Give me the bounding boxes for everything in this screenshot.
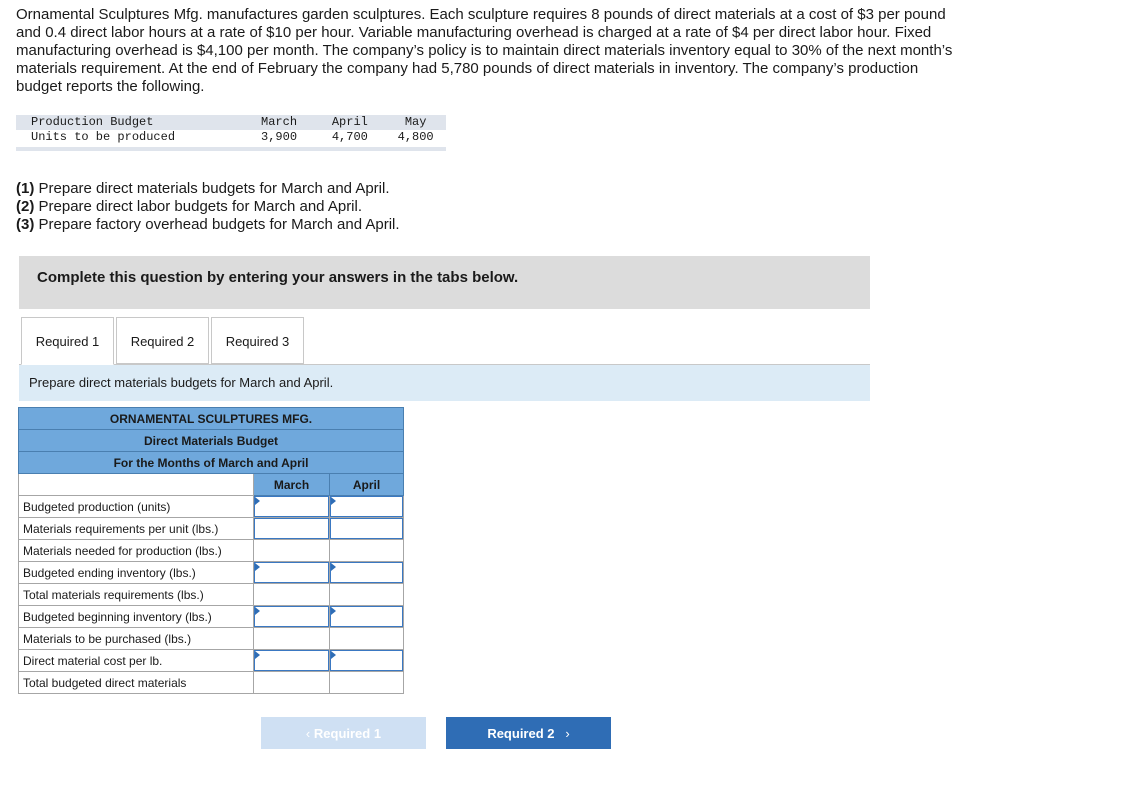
problem-statement: Ornamental Sculptures Mfg. manufactures garden sculptures. Each sculpture requires 8 pounds of direct materials at a cost of $3 per pound and 0.4 direct labor hours at a rate of $10 per hour. Variable manufacturing overhead is charged at a rate of $4 per direct labor hour. Fixed manufacturing overhead is $4,100 per month. The company’s policy is to maintain direct materials inventory equal to 30% of the next month’s materials requirement. At the end of February the company had 5,780 pounds of direct materials in inventory. The company’s production budget reports the following.: [16, 6, 953, 95]
row-label-materials-per-unit: Materials requirements per unit (lbs.): [19, 518, 254, 540]
requirement-2-text: Prepare direct labor budgets for March and April.: [38, 198, 363, 215]
row-label-materials-purchased: Materials to be purchased (lbs.): [19, 628, 254, 650]
requirement-2-number: (2): [16, 198, 35, 215]
input-marker-icon: [255, 563, 260, 571]
budget-row-materials-purchased: [19, 628, 404, 650]
row-label-total-direct-materials: Total budgeted direct materials: [19, 672, 254, 694]
total-direct-materials-april-cell: [330, 672, 404, 694]
next-button-label: Required 2: [487, 726, 555, 741]
budget-row-cost-per-lb: [19, 650, 404, 672]
budget-row-materials-per-unit: [19, 518, 404, 540]
requirement-1: [16, 180, 400, 198]
production-budget-table: [16, 115, 446, 151]
units-may: 4,800: [385, 130, 446, 149]
production-budget-units-row: [16, 130, 446, 149]
requirement-2: [16, 198, 400, 216]
next-required-2-button[interactable]: [446, 717, 611, 749]
units-row-label: Units to be produced: [16, 130, 244, 149]
input-marker-icon: [331, 497, 336, 505]
budget-company-name: ORNAMENTAL SCULPTURES MFG.: [19, 408, 404, 430]
materials-needed-march-cell: [254, 540, 330, 562]
tab-required-2[interactable]: Required 2: [116, 317, 209, 364]
input-marker-icon: [331, 563, 336, 571]
row-label-budgeted-production: Budgeted production (units): [19, 496, 254, 518]
budget-title: Direct Materials Budget: [19, 430, 404, 452]
chevron-left-icon: ‹: [305, 726, 311, 741]
budget-col-march: March: [254, 474, 330, 496]
total-direct-materials-march-cell: [254, 672, 330, 694]
requirement-3-number: (3): [16, 216, 35, 233]
month-header-may: May: [385, 115, 446, 130]
units-april: 4,700: [314, 130, 385, 149]
requirement-1-number: (1): [16, 180, 35, 197]
budget-row-materials-needed: [19, 540, 404, 562]
row-label-ending-inventory: Budgeted ending inventory (lbs.): [19, 562, 254, 584]
budget-row-total-direct-materials: [19, 672, 404, 694]
chevron-right-icon: ›: [558, 726, 570, 741]
direct-materials-budget-table: [18, 407, 404, 694]
budget-col-april: April: [330, 474, 404, 496]
materials-purchased-march-cell: [254, 628, 330, 650]
previous-button-label: Required 1: [313, 726, 382, 741]
units-march: 3,900: [244, 130, 315, 149]
cost-per-lb-march-input[interactable]: [254, 650, 329, 671]
input-marker-icon: [331, 607, 336, 615]
beginning-inventory-april-input[interactable]: [330, 606, 403, 627]
row-label-cost-per-lb: Direct material cost per lb.: [19, 650, 254, 672]
tab-bar: [19, 317, 870, 365]
budgeted-production-march-input[interactable]: [254, 496, 329, 517]
materials-per-unit-april-input[interactable]: [330, 518, 403, 539]
input-marker-icon: [331, 651, 336, 659]
production-budget-header-row: [16, 115, 446, 130]
month-header-april: April: [314, 115, 385, 130]
input-marker-icon: [255, 607, 260, 615]
beginning-inventory-march-input[interactable]: [254, 606, 329, 627]
materials-purchased-april-cell: [330, 628, 404, 650]
budget-row-ending-inventory: [19, 562, 404, 584]
materials-needed-april-cell: [330, 540, 404, 562]
row-label-beginning-inventory: Budgeted beginning inventory (lbs.): [19, 606, 254, 628]
month-header-march: March: [244, 115, 315, 130]
budget-header-blank: [19, 474, 254, 496]
tab-required-1[interactable]: Required 1: [21, 317, 114, 365]
budget-row-beginning-inventory: [19, 606, 404, 628]
cost-per-lb-april-input[interactable]: [330, 650, 403, 671]
requirement-1-text: Prepare direct materials budgets for March and April.: [38, 180, 390, 197]
budget-row-total-requirements: [19, 584, 404, 606]
requirement-3: [16, 216, 400, 234]
tab-instruction: Prepare direct materials budgets for March and April.: [19, 365, 870, 401]
requirements-list: [16, 180, 400, 234]
ending-inventory-april-input[interactable]: [330, 562, 403, 583]
requirement-3-text: Prepare factory overhead budgets for March and April.: [38, 216, 400, 233]
input-marker-icon: [255, 651, 260, 659]
total-requirements-march-cell: [254, 584, 330, 606]
instructions-banner: Complete this question by entering your answers in the tabs below.: [19, 256, 870, 309]
previous-required-1-button[interactable]: [261, 717, 426, 749]
input-marker-icon: [255, 497, 260, 505]
budgeted-production-april-input[interactable]: [330, 496, 403, 517]
row-label-total-requirements: Total materials requirements (lbs.): [19, 584, 254, 606]
budget-row-production: [19, 496, 404, 518]
materials-per-unit-march-input[interactable]: [254, 518, 329, 539]
total-requirements-april-cell: [330, 584, 404, 606]
budget-period: For the Months of March and April: [19, 452, 404, 474]
row-label-materials-needed: Materials needed for production (lbs.): [19, 540, 254, 562]
production-budget-title: Production Budget: [16, 115, 244, 130]
ending-inventory-march-input[interactable]: [254, 562, 329, 583]
tab-required-3[interactable]: Required 3: [211, 317, 304, 364]
